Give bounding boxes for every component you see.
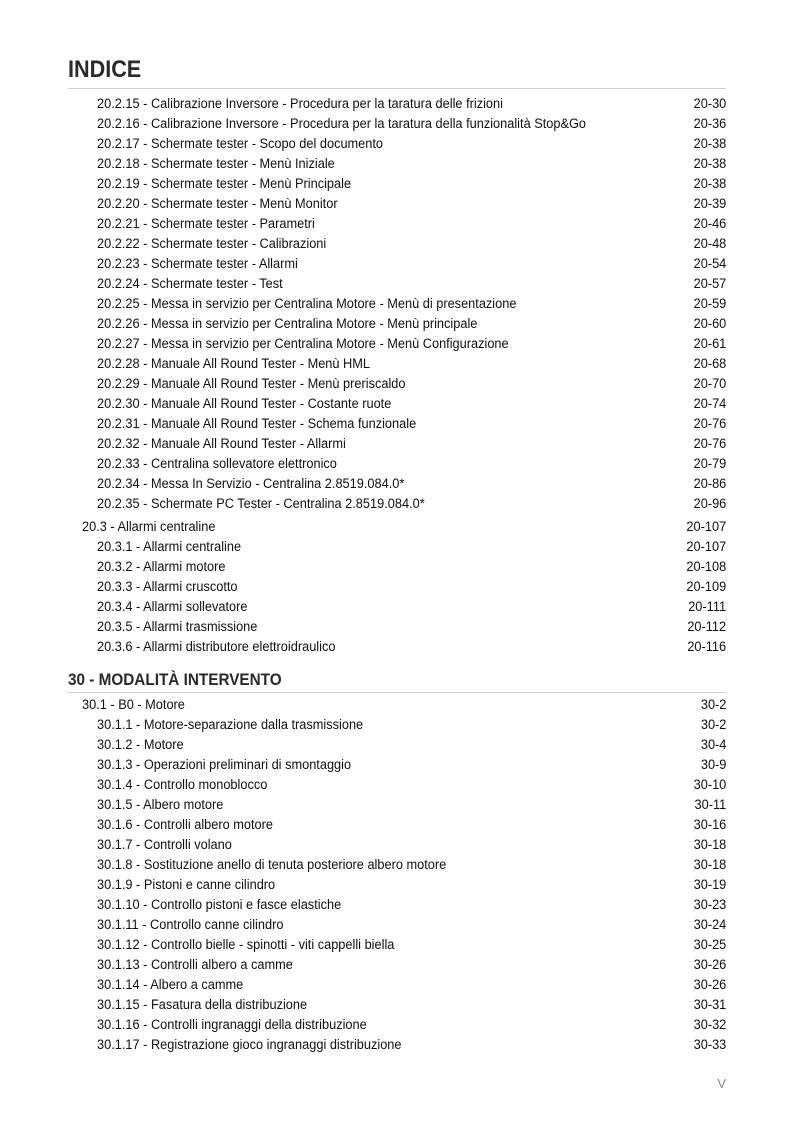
- toc-entry-title: 30.1.14 - Albero a camme: [97, 977, 244, 993]
- toc-entry-page: 30-24: [693, 917, 726, 933]
- toc-entry[interactable]: [0, 617, 794, 637]
- toc-entry[interactable]: [0, 454, 794, 474]
- toc-entry[interactable]: [0, 557, 794, 577]
- toc-entry[interactable]: [0, 314, 794, 334]
- toc-entry-page: 20-79: [693, 456, 726, 472]
- toc-entry[interactable]: [0, 494, 794, 514]
- toc-entry-title: 30.1.1 - Motore-separazione dalla trasmissione: [97, 717, 364, 733]
- toc-entry-title: 30.1.2 - Motore: [97, 737, 184, 753]
- toc-entry[interactable]: [0, 1035, 794, 1055]
- toc-entry[interactable]: [0, 835, 794, 855]
- toc-entry[interactable]: [0, 935, 794, 955]
- toc-entry-title: 20.3.2 - Allarmi motore: [97, 559, 226, 575]
- toc-entry-page: 30-31: [693, 997, 726, 1013]
- section-heading: 30 - MODALITÀ INTERVENTO: [68, 670, 282, 689]
- toc-entry[interactable]: [0, 94, 794, 114]
- toc-entry[interactable]: [0, 735, 794, 755]
- toc-entry-title: 20.2.17 - Schermate tester - Scopo del documento: [97, 136, 384, 152]
- toc-entry-title: 20.2.21 - Schermate tester - Parametri: [97, 216, 315, 232]
- toc-entry[interactable]: [0, 274, 794, 294]
- toc-entry-title: 30.1.16 - Controlli ingranaggi della distribuzione: [97, 1017, 367, 1033]
- toc-entry-title: 30.1.7 - Controlli volano: [97, 837, 232, 853]
- toc-entry-page: 20-38: [693, 136, 726, 152]
- toc-entry-page: 30-23: [693, 897, 726, 913]
- toc-entry-title: 30.1.4 - Controllo monoblocco: [97, 777, 268, 793]
- toc-entry-title: 30.1.12 - Controllo bielle - spinotti - viti cappelli biella: [97, 937, 395, 953]
- toc-entry-title: 20.2.23 - Schermate tester - Allarmi: [97, 256, 298, 272]
- toc-entry[interactable]: [0, 715, 794, 735]
- toc-entry-page: 30-19: [693, 877, 726, 893]
- section-divider: [68, 692, 726, 693]
- toc-entry[interactable]: [0, 434, 794, 454]
- toc-entry-page: 20-61: [693, 336, 726, 352]
- toc-entry-page: 20-59: [693, 296, 726, 312]
- toc-entry[interactable]: [0, 174, 794, 194]
- toc-entry-title: 30.1.13 - Controlli albero a camme: [97, 957, 293, 973]
- toc-entry-title: 20.3.3 - Allarmi cruscotto: [97, 579, 238, 595]
- page-number: V: [717, 1076, 726, 1091]
- toc-entry-page: 30-18: [693, 837, 726, 853]
- toc-entry[interactable]: [0, 537, 794, 557]
- toc-entry-page: 30-4: [700, 737, 726, 753]
- toc-entry-page: 20-108: [686, 559, 726, 575]
- toc-entry[interactable]: [0, 154, 794, 174]
- toc-entry[interactable]: [0, 517, 794, 537]
- toc-entry-title: 20.3.6 - Allarmi distributore elettroidraulico: [97, 639, 336, 655]
- toc-entry-title: 20.2.29 - Manuale All Round Tester - Menù preriscaldo: [97, 376, 406, 392]
- toc-entry-title: 20.3.5 - Allarmi trasmissione: [97, 619, 258, 635]
- toc-entry-title: 20.2.15 - Calibrazione Inversore - Procedura per la taratura delle frizioni: [97, 96, 503, 112]
- toc-entry-title: 30.1.15 - Fasatura della distribuzione: [97, 997, 308, 1013]
- toc-entry-title: 20.3 - Allarmi centraline: [82, 519, 216, 535]
- toc-entry-page: 20-38: [693, 176, 726, 192]
- toc-entry-page: 20-96: [693, 496, 726, 512]
- toc-entry-title: 20.2.27 - Messa in servizio per Centralina Motore - Menù Configurazione: [97, 336, 509, 352]
- toc-entry-title: 20.2.35 - Schermate PC Tester - Centralina 2.8519.084.0*: [97, 496, 425, 512]
- toc-entry-page: 20-76: [693, 436, 726, 452]
- toc-entry-title: 30.1.11 - Controllo canne cilindro: [97, 917, 284, 933]
- toc-entry-title: 20.2.22 - Schermate tester - Calibrazioni: [97, 236, 327, 252]
- toc-entry[interactable]: [0, 995, 794, 1015]
- toc-entry-page: 20-30: [693, 96, 726, 112]
- toc-entry[interactable]: [0, 695, 794, 715]
- toc-entry-title: 20.2.28 - Manuale All Round Tester - Menù HML: [97, 356, 371, 372]
- toc-entry-page: 30-10: [693, 777, 726, 793]
- toc-entry-page: 20-111: [688, 599, 726, 615]
- toc-section-20: [0, 94, 794, 657]
- title-divider: [68, 88, 726, 89]
- toc-entry-title: 30.1.8 - Sostituzione anello di tenuta posteriore albero motore: [97, 857, 447, 873]
- toc-entry-title: 30.1.5 - Albero motore: [97, 797, 224, 813]
- toc-entry-title: 20.2.18 - Schermate tester - Menù Iniziale: [97, 156, 335, 172]
- toc-entry-title: 20.2.25 - Messa in servizio per Centralina Motore - Menù di presentazione: [97, 296, 517, 312]
- toc-entry[interactable]: [0, 577, 794, 597]
- toc-entry-title: 20.2.20 - Schermate tester - Menù Monitor: [97, 196, 338, 212]
- toc-entry[interactable]: [0, 294, 794, 314]
- toc-entry-title: 20.2.31 - Manuale All Round Tester - Schema funzionale: [97, 416, 417, 432]
- toc-entry-page: 20-70: [693, 376, 726, 392]
- toc-entry-page: 30-26: [693, 977, 726, 993]
- toc-entry-page: 20-112: [687, 619, 726, 635]
- toc-entry[interactable]: [0, 755, 794, 775]
- toc-entry-title: 20.2.19 - Schermate tester - Menù Principale: [97, 176, 352, 192]
- toc-entry-title: 20.2.32 - Manuale All Round Tester - Allarmi: [97, 436, 346, 452]
- toc-entry-page: 20-74: [693, 396, 726, 412]
- toc-entry[interactable]: [0, 895, 794, 915]
- toc-entry[interactable]: [0, 875, 794, 895]
- toc-entry-page: 20-86: [693, 476, 726, 492]
- toc-entry-title: 20.3.1 - Allarmi centraline: [97, 539, 242, 555]
- toc-entry-page: 20-60: [693, 316, 726, 332]
- toc-entry-page: 30-9: [700, 757, 726, 773]
- toc-entry[interactable]: [0, 234, 794, 254]
- toc-entry-title: 20.2.24 - Schermate tester - Test: [97, 276, 283, 292]
- toc-entry[interactable]: [0, 795, 794, 815]
- toc-entry[interactable]: [0, 254, 794, 274]
- toc-entry-page: 30-25: [693, 937, 726, 953]
- toc-entry[interactable]: [0, 975, 794, 995]
- toc-entry[interactable]: [0, 334, 794, 354]
- toc-entry-page: 20-107: [686, 539, 726, 555]
- toc-entry-title: 30.1.17 - Registrazione gioco ingranaggi distribuzione: [97, 1037, 402, 1053]
- toc-entry-title: 30.1 - B0 - Motore: [82, 697, 185, 713]
- toc-entry-title: 20.3.4 - Allarmi sollevatore: [97, 599, 248, 615]
- page-title: INDICE: [68, 56, 142, 83]
- toc-entry-page: 30-16: [693, 817, 726, 833]
- toc-entry-title: 20.2.33 - Centralina sollevatore elettronico: [97, 456, 337, 472]
- toc-entry-page: 30-33: [693, 1037, 726, 1053]
- toc-entry[interactable]: [0, 194, 794, 214]
- toc-entry[interactable]: [0, 815, 794, 835]
- toc-entry-title: 20.2.34 - Messa In Servizio - Centralina 2.8519.084.0*: [97, 476, 405, 492]
- toc-entry-page: 20-36: [693, 116, 726, 132]
- toc-entry-title: 30.1.3 - Operazioni preliminari di smontaggio: [97, 757, 352, 773]
- toc-entry-page: 20-54: [693, 256, 726, 272]
- toc-entry-title: 30.1.6 - Controlli albero motore: [97, 817, 274, 833]
- toc-entry-page: 30-32: [693, 1017, 726, 1033]
- toc-entry-page: 20-116: [687, 639, 726, 655]
- toc-entry[interactable]: [0, 354, 794, 374]
- toc-entry-title: 20.2.30 - Manuale All Round Tester - Costante ruote: [97, 396, 392, 412]
- toc-entry[interactable]: [0, 855, 794, 875]
- toc-entry[interactable]: [0, 114, 794, 134]
- toc-entry-page: 30-18: [693, 857, 726, 873]
- toc-entry[interactable]: [0, 915, 794, 935]
- toc-entry-title: 20.2.26 - Messa in servizio per Centralina Motore - Menù principale: [97, 316, 478, 332]
- toc-entry-title: 30.1.9 - Pistoni e canne cilindro: [97, 877, 276, 893]
- toc-entry[interactable]: [0, 775, 794, 795]
- toc-entry[interactable]: [0, 474, 794, 494]
- toc-entry-title: 30.1.10 - Controllo pistoni e fasce elastiche: [97, 897, 342, 913]
- toc-entry-page: 20-68: [693, 356, 726, 372]
- toc-section-30: [0, 695, 794, 1055]
- toc-entry-page: 20-46: [693, 216, 726, 232]
- toc-entry-page: 20-39: [693, 196, 726, 212]
- toc-entry[interactable]: [0, 955, 794, 975]
- toc-entry[interactable]: [0, 394, 794, 414]
- toc-entry[interactable]: [0, 374, 794, 394]
- toc-entry[interactable]: [0, 597, 794, 617]
- toc-entry[interactable]: [0, 1015, 794, 1035]
- toc-entry-page: 30-2: [700, 697, 726, 713]
- toc-entry[interactable]: [0, 414, 794, 434]
- toc-entry-page: 20-109: [686, 579, 726, 595]
- toc-entry-title: 20.2.16 - Calibrazione Inversore - Procedura per la taratura della funzionalità Stop&Go: [97, 116, 587, 132]
- toc-entry-page: 20-107: [686, 519, 726, 535]
- toc-entry-page: 20-48: [693, 236, 726, 252]
- toc-entry[interactable]: [0, 134, 794, 154]
- toc-entry-page: 30-11: [694, 797, 726, 813]
- toc-entry-page: 30-26: [693, 957, 726, 973]
- toc-entry-page: 20-38: [693, 156, 726, 172]
- toc-entry-page: 20-57: [693, 276, 726, 292]
- toc-entry[interactable]: [0, 637, 794, 657]
- toc-entry-page: 30-2: [700, 717, 726, 733]
- toc-entry[interactable]: [0, 214, 794, 234]
- toc-entry-page: 20-76: [693, 416, 726, 432]
